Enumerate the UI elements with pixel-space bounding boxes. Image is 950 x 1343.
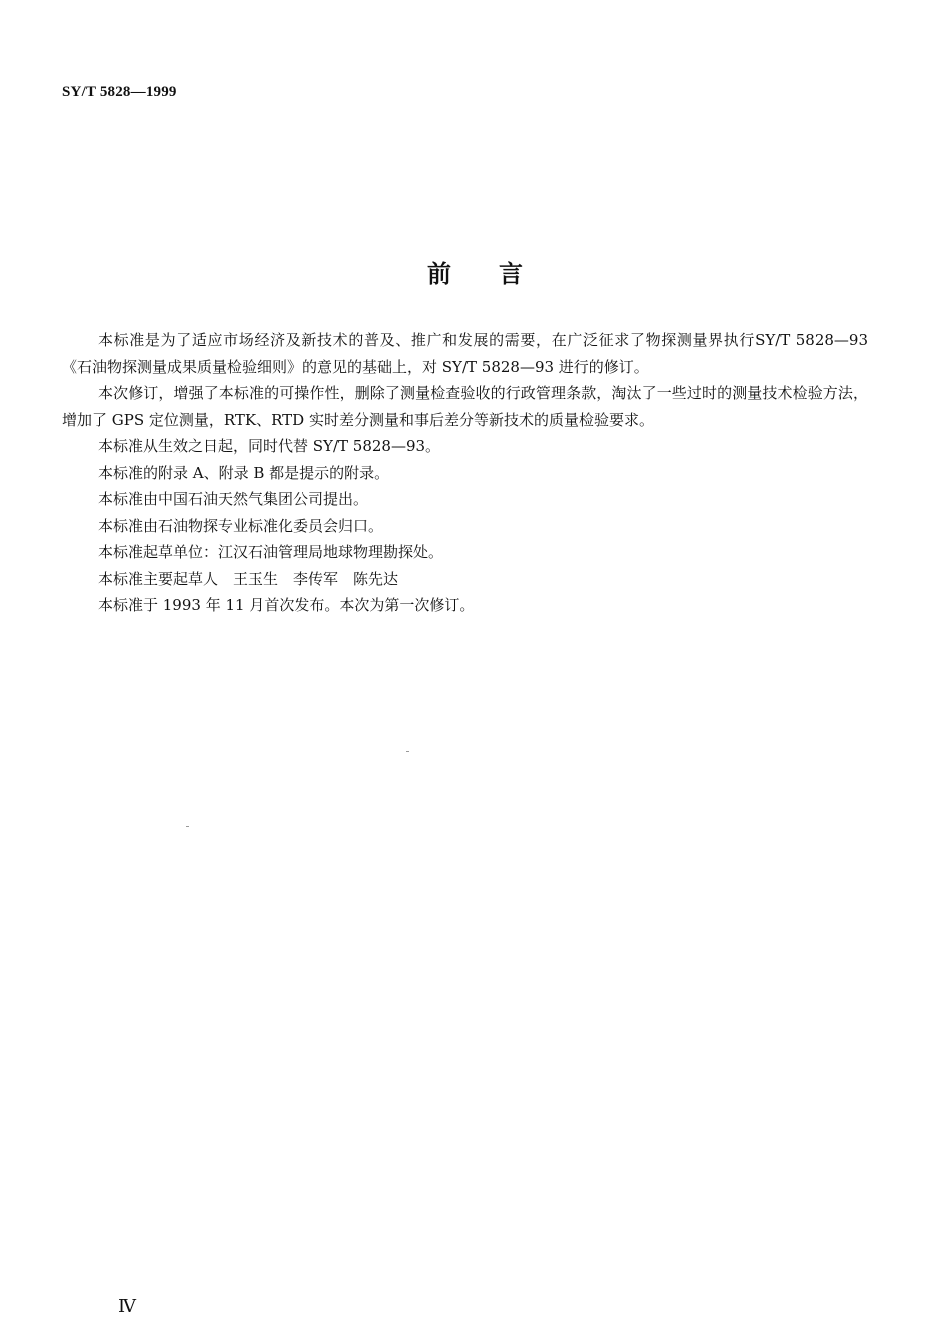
page-title: 前言	[427, 260, 571, 288]
paragraph-history: 本标准于 1993 年 11 月首次发布。本次为第一次修订。	[98, 596, 475, 614]
scan-speck	[406, 751, 409, 752]
scan-speck	[186, 826, 189, 827]
paragraph-purpose: 本标准是为了适应市场经济及新技术的普及、推广和发展的需要，在广泛征求了物探测量界执行SY/T 5828—93《石油物探测量成果质量检验细则》的意见的基础上，对 SY/T 5828—93 进行的修订。	[62, 331, 868, 376]
paragraph-committee: 本标准由石油物探专业标准化委员会归口。	[98, 516, 384, 535]
page-number: Ⅳ	[118, 1296, 136, 1316]
preface-body	[62, 327, 868, 619]
paragraph-revision: 本次修订，增强了本标准的可操作性，删除了测量检查验收的行政管理条款，淘汰了一些过时的测量技术检验方法，增加了 GPS 定位测量，RTK、RTD 实时差分测量和事后差分等新技术的质量检验要求。	[62, 384, 868, 429]
paragraph-drafting-unit: 本标准起草单位：江汉石油管理局地球物理勘探处。	[98, 543, 444, 561]
paragraph-appendix: 本标准的附录 A、附录 B 都是提示的附录。	[98, 463, 390, 482]
paragraph-proposer: 本标准由中国石油天然气集团公司提出。	[98, 490, 369, 508]
paragraph-drafters: 本标准主要起草人 王玉生 李传军 陈先达	[98, 569, 399, 588]
standard-code: SY/T 5828—1999	[62, 84, 177, 100]
paragraph-effective: 本标准从生效之日起，同时代替 SY/T 5828—93。	[98, 437, 441, 455]
